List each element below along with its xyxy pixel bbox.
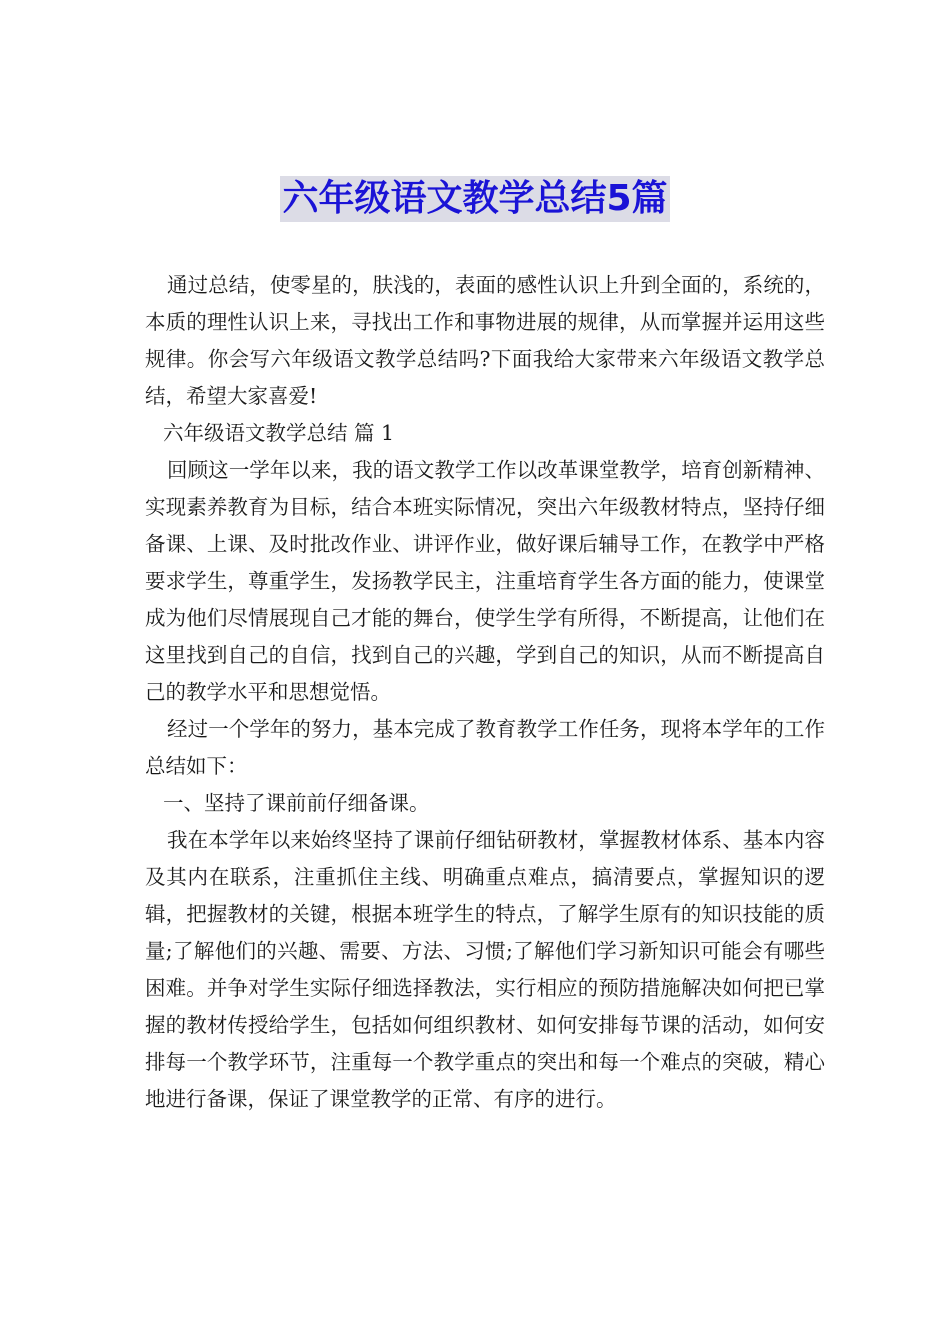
title-container — [0, 176, 950, 222]
document-body — [145, 267, 825, 1118]
body-paragraph: 我在本学年以来始终坚持了课前仔细钻研教材，掌握教材体系、基本内容及其内在联系，注重抓住主线、明确重点难点，搞清要点，掌握知识的逻辑，把握教材的关键，根据本班学生的特点，了解学生原有的知识技能的质量;了解他们的兴趣、需要、方法、习惯;了解他们学习新知识可能会有哪些困难。并争对学生实际仔细选择教法，实行相应的预防措施解决如何把已掌握的教材传授给学生，包括如何组织教材、如何安排每节课的活动，如何安排每一个教学环节，注重每一个教学重点的突出和每一个难点的突破，精心地进行备课，保证了课堂教学的正常、有序的进行。 — [145, 828, 825, 1111]
subsection-heading: 一、坚持了课前前仔细备课。 — [163, 791, 430, 815]
body-paragraph: 经过一个学年的努力，基本完成了教育教学工作任务，现将本学年的工作总结如下： — [145, 717, 825, 778]
document-title: 六年级语文教学总结5篇 — [280, 176, 669, 222]
body-paragraph: 回顾这一学年以来，我的语文教学工作以改革课堂教学，培育创新精神、实现素养教育为目标，结合本班实际情况，突出六年级教材特点，坚持仔细备课、上课、及时批改作业、讲评作业，做好课后辅导工作，在教学中严格要求学生，尊重学生，发扬教学民主，注重培育学生各方面的能力，使课堂成为他们尽情展现自己才能的舞台，使学生学有所得，不断提高，让他们在这里找到自己的自信，找到自己的兴趣，学到自己的知识，从而不断提高自己的教学水平和思想觉悟。 — [145, 458, 825, 704]
section-heading-1: 六年级语文教学总结 篇 1 — [163, 421, 395, 445]
intro-paragraph: 通过总结，使零星的，肤浅的，表面的感性认识上升到全面的，系统的，本质的理性认识上来，寻找出工作和事物进展的规律，从而掌握并运用这些规律。你会写六年级语文教学总结吗?下面我给大家带来六年级语文教学总结，希望大家喜爱! — [145, 273, 825, 408]
